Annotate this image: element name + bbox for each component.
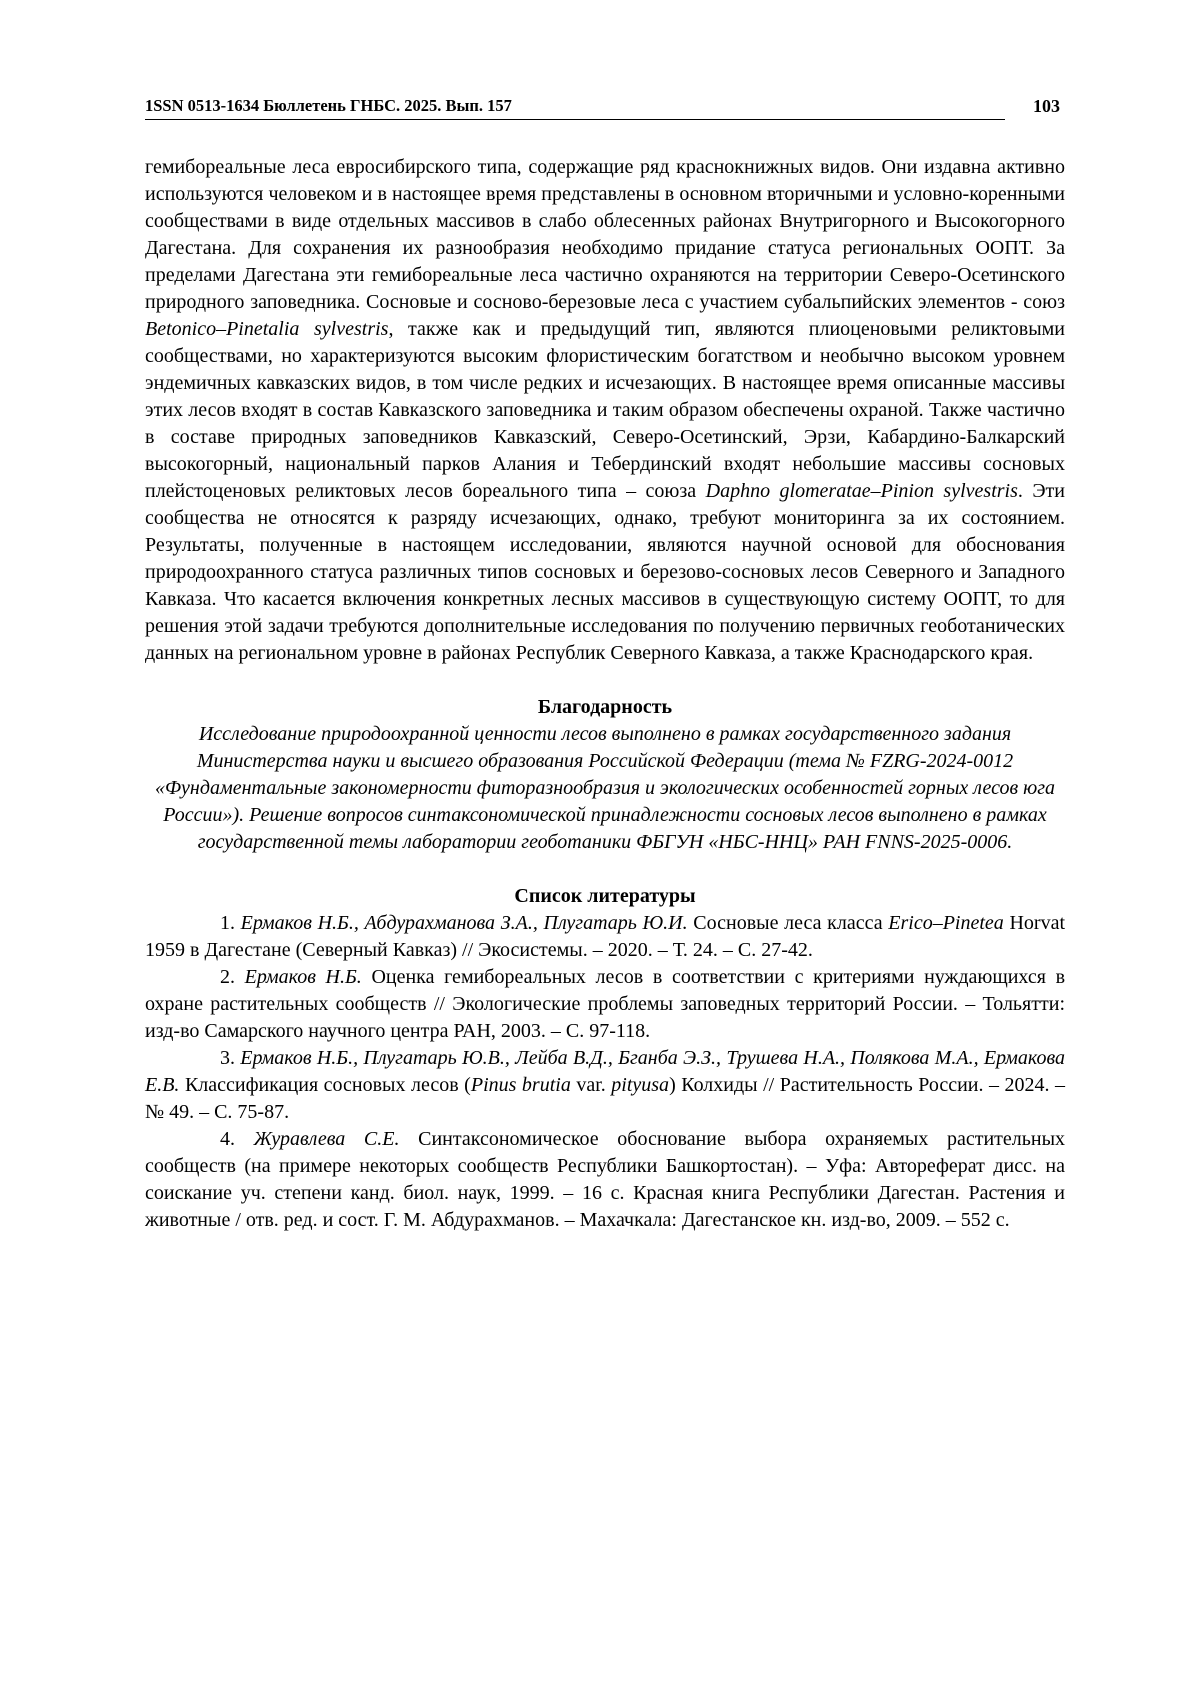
reference-number: 2. [220, 966, 245, 988]
body-text-segment: , также как и предыдущий тип, являются плиоценовыми реликтовыми сообществами, но характеризуются высоким флористическим богатством и необычно высоком уровнем эндемичных кавказских видов, в том числе редких и исчезающих. В настоящее время описанные массивы этих лесов входят в состав Кавказского заповедника и таким образом обеспечены охраной. Также частично в составе природных заповедников Кавказский, Северо-Осетинский, Эрзи, Кабардино-Балкарский высокогорный, национальный парков Алания и Тебердинский входят небольшие массивы сосновых плейстоценовых реликтовых лесов бореального типа – союза [145, 318, 1066, 502]
journal-header: 1SSN 0513-1634 Бюллетень ГНБС. 2025. Вып. 157 [145, 96, 1005, 120]
page-content [145, 154, 1065, 1234]
body-text-segment: гемибореальные леса евросибирского типа, содержащие ряд краснокнижных видов. Они издавна активно используются человеком и в настоящее время представлены в основном вторичными и условно-коренными сообществами в виде отдельных массивов в слабо облесенных районах Внутригорного и Высокогорного Дагестана. Для сохранения их разнообразия необходимо придание статуса региональных ООПТ. За пределами Дагестана эти гемибореальные леса частично охраняются на территории Северо-Осетинского природного заповедника. Сосновые и сосново-березовые леса с участием субальпийских элементов - союз [145, 156, 1065, 313]
taxon-name: Pinus brutia [470, 1074, 571, 1096]
taxon-name: pityusa [611, 1074, 670, 1096]
reference-text: Классификация сосновых лесов ( [179, 1074, 471, 1096]
taxon-name: Betonico–Pinetalia sylvestris [145, 318, 389, 340]
acknowledgement-heading: Благодарность [537, 696, 673, 718]
body-text-segment: . Эти сообщества не относятся к разряду исчезающих, однако, требуют мониторинга за их состоянием. Результаты, полученные в настоящем исследовании, являются научной основой для обоснования природоохранного статуса различных типов сосновых и березово-сосновых лесов Северного и Западного Кавказа. Что касается включения конкретных лесных массивов в существующую систему ООПТ, то для решения этой задачи требуются дополнительные исследования по получению первичных геоботанических данных на региональном уровне в районах Республик Северного Кавказа, а также Краснодарского края. [145, 480, 1065, 664]
reference-text: Horvat 1959 в Дагестане (Северный Кавказ) // Экосистемы. – 2020. – Т. 24. – С. 27-42. [145, 912, 1065, 961]
reference-text: ) Колхиды // Растительность России. – 2024. – № 49. – С. 75-87. [145, 1074, 1066, 1123]
taxon-name: Erico–Pinetea [888, 912, 1004, 934]
reference-text: Сосновые леса класса [687, 912, 889, 934]
reference-authors: Ермаков Н.Б. [244, 966, 362, 988]
page-number: 103 [1033, 96, 1060, 116]
reference-text: var. [570, 1074, 612, 1096]
reference-item [145, 910, 1065, 964]
acknowledgement-text: Исследование природоохранной ценности лесов выполнено в рамках государственного задания Министерства науки и высшего образования Российской Федерации (тема № FZRG-2024-0012 «Фундаментальные закономерности фиторазнообразия и экологических особенностей горных лесов юга России»). Решение вопросов синтаксономической принадлежности сосновых лесов выполнено в рамках государственной темы лаборатории геоботаники ФБГУН «НБС-ННЦ» РАН FNNS-2025-0006. [154, 723, 1056, 853]
reference-item [145, 1126, 1065, 1234]
reference-authors: Ермаков Н.Б., Плугатарь Ю.В., Лейба В.Д., Бганба Э.З., Трушева Н.А., Полякова М.А., Ермакова Е.В. [145, 1047, 1066, 1096]
running-header [145, 96, 1060, 120]
reference-item [145, 1045, 1065, 1126]
reference-number: 4. [220, 1128, 254, 1150]
reference-text: Синтаксономическое обоснование выбора охраняемых растительных сообществ (на примере некоторых сообществ Республики Башкортостан). – Уфа: Автореферат дисс. на соискание уч. степени канд. биол. наук, 1999. – 16 с. Красная книга Республики Дагестан. Растения и животные / отв. ред. и сост. Г. М. Абдурахманов. – Махачкала: Дагестанское кн. изд-во, 2009. – 552 с. [145, 1128, 1066, 1231]
reference-authors: Ермаков Н.Б., Абдурахманова З.А., Плугатарь Ю.И. [240, 912, 688, 934]
reference-number: 3. [220, 1047, 241, 1069]
reference-number: 1. [220, 912, 241, 934]
reference-text: Оценка гемибореальных лесов в соответствии с критериями нуждающихся в охране растительных сообществ // Экологические проблемы заповедных территорий России. – Тольятти: изд-во Самарского научного центра РАН, 2003. – С. 97-118. [145, 966, 1066, 1042]
reference-authors: Журавлева С.Е. [253, 1128, 400, 1150]
references-heading: Список литературы [514, 885, 696, 907]
body-paragraph [145, 154, 1065, 667]
reference-item [145, 964, 1065, 1045]
taxon-name: Daphno glomeratae–Pinion sylvestris [705, 480, 1018, 502]
